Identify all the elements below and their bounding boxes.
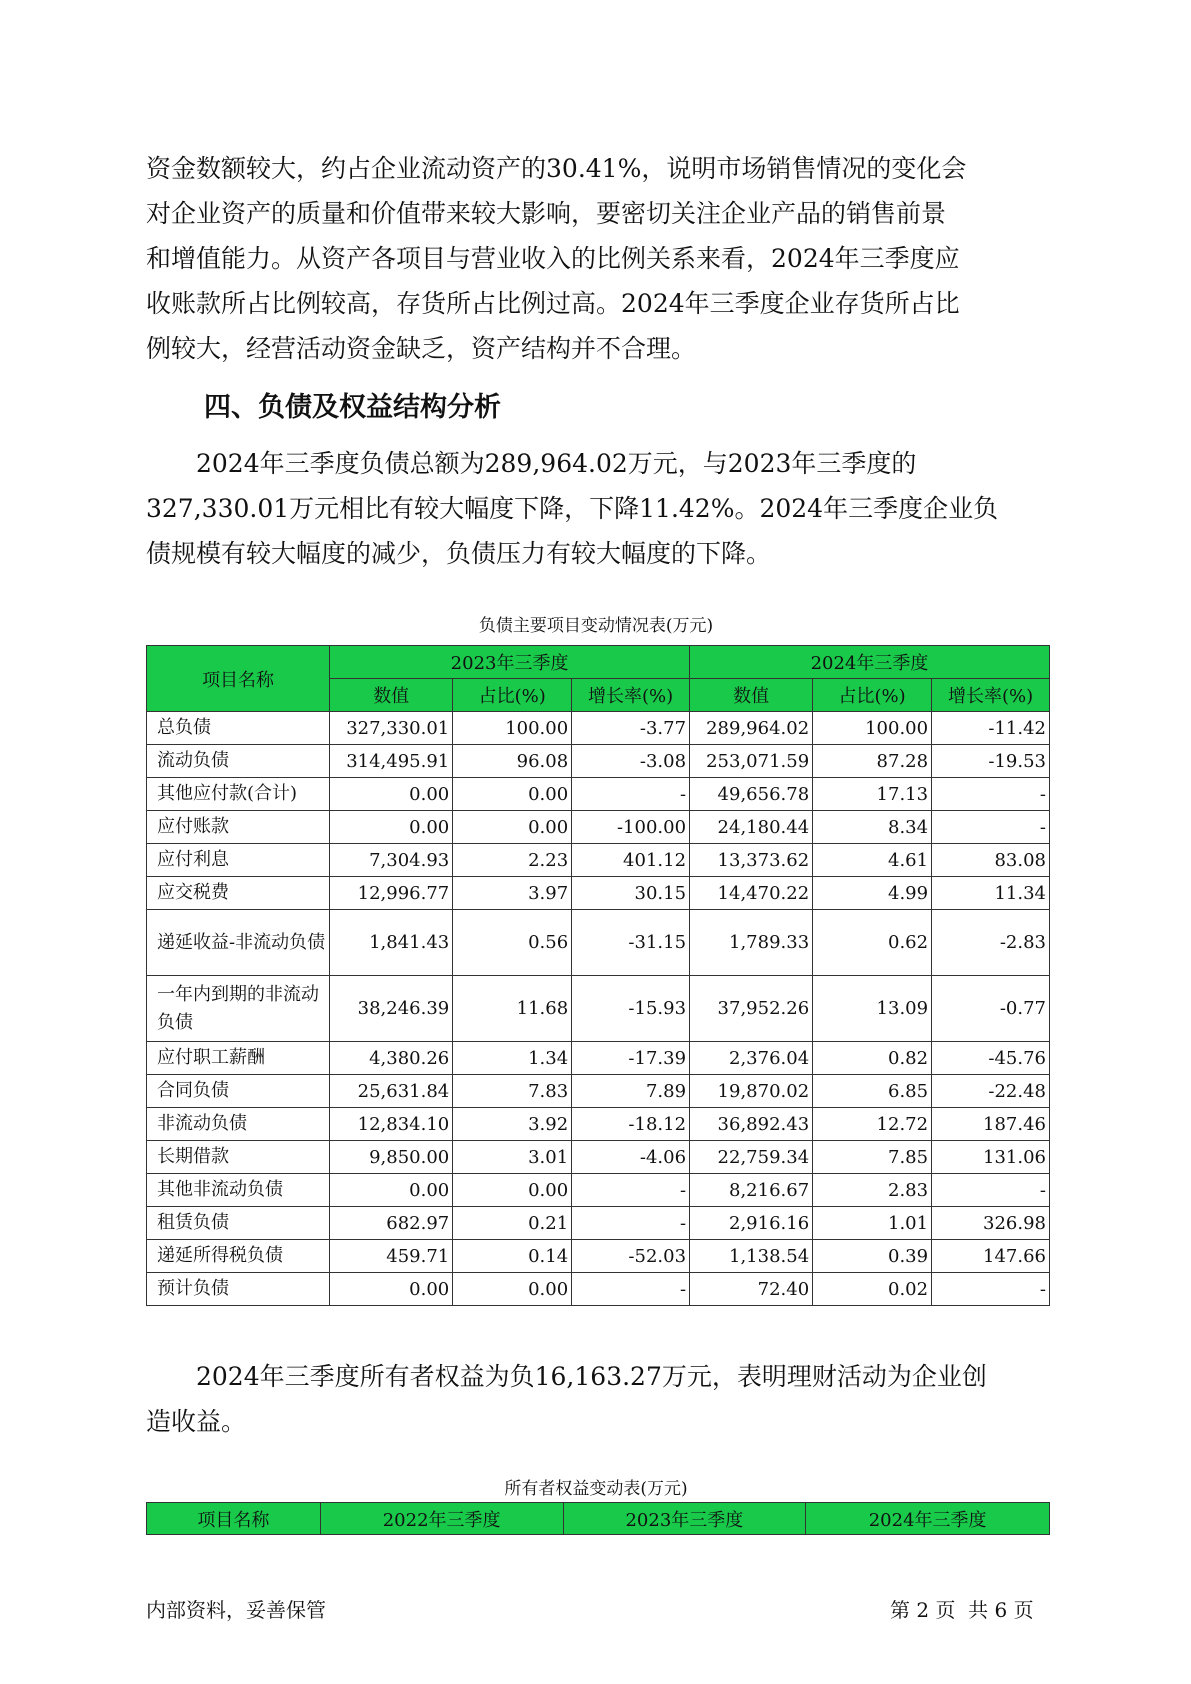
row-item-name: 应交税费 [147,877,330,910]
row-value-cell: -22.48 [932,1075,1050,1108]
row-value-cell: -31.15 [572,910,690,976]
header-share: 占比(%) [813,679,932,712]
paragraph-line: 例较大，经营活动资金缺乏，资产结构并不合理。 [146,334,697,363]
row-value-cell: 11.68 [453,976,572,1042]
table-row [147,844,1050,877]
liabilities-table [146,645,1050,1306]
header-2022: 2022年三季度 [320,1503,563,1535]
row-value-cell: 12,834.10 [330,1108,453,1141]
row-value-cell: 2,376.04 [690,1042,813,1075]
row-value-cell: 0.21 [453,1207,572,1240]
header-share: 占比(%) [453,679,572,712]
row-value-cell: 4.99 [813,877,932,910]
row-value-cell: 0.00 [330,1174,453,1207]
table-row [147,811,1050,844]
row-value-cell: 0.00 [330,811,453,844]
table-row [147,1108,1050,1141]
row-value-cell: 2,916.16 [690,1207,813,1240]
row-value-cell: -2.83 [932,910,1050,976]
row-value-cell: 7.85 [813,1141,932,1174]
row-value-cell: 401.12 [572,844,690,877]
row-value-cell: -17.39 [572,1042,690,1075]
header-group-2024: 2024年三季度 [690,646,1050,679]
header-growth: 增长率(%) [932,679,1050,712]
row-item-name: 其他非流动负债 [147,1174,330,1207]
row-item-name: 长期借款 [147,1141,330,1174]
row-value-cell: 9,850.00 [330,1141,453,1174]
row-value-cell: 83.08 [932,844,1050,877]
paragraph-line: 债规模有较大幅度的减少，负债压力有较大幅度的下降。 [146,539,772,568]
row-value-cell: 19,870.02 [690,1075,813,1108]
row-value-cell: 100.00 [813,712,932,745]
table-row [147,910,1050,976]
table-caption-liabilities: 负债主要项目变动情况表(万元) [478,616,714,636]
table-row [147,1042,1050,1075]
header-2024: 2024年三季度 [806,1503,1050,1535]
row-value-cell: 4.61 [813,844,932,877]
row-value-cell: 8.34 [813,811,932,844]
row-value-cell: -15.93 [572,976,690,1042]
footer-confidential-note: 内部资料，妥善保管 [146,1598,326,1622]
header-2023: 2023年三季度 [563,1503,806,1535]
row-value-cell: 0.00 [453,1273,572,1306]
row-value-cell: 38,246.39 [330,976,453,1042]
row-value-cell: - [932,778,1050,811]
equity-table [146,1502,1050,1535]
table-row [147,877,1050,910]
paragraph-line: 2024年三季度所有者权益为负16,163.27万元，表明理财活动为企业创 [146,1362,987,1391]
table-row [147,1240,1050,1273]
row-value-cell: 22,759.34 [690,1141,813,1174]
row-value-cell: -45.76 [932,1042,1050,1075]
row-item-name: 总负债 [147,712,330,745]
row-value-cell: 682.97 [330,1207,453,1240]
row-value-cell: - [572,1207,690,1240]
row-item-name: 一年内到期的非流动负债 [147,976,330,1042]
row-value-cell: 24,180.44 [690,811,813,844]
row-value-cell: 13.09 [813,976,932,1042]
row-value-cell: 36,892.43 [690,1108,813,1141]
table-row [147,778,1050,811]
paragraph-line: 造收益。 [146,1407,247,1436]
row-value-cell: -100.00 [572,811,690,844]
row-value-cell: 8,216.67 [690,1174,813,1207]
row-value-cell: 0.14 [453,1240,572,1273]
header-value: 数值 [330,679,453,712]
row-value-cell: 0.39 [813,1240,932,1273]
row-value-cell: 0.00 [330,1273,453,1306]
paragraph-asset-analysis [146,146,1046,371]
row-value-cell: 1.01 [813,1207,932,1240]
row-value-cell: 12,996.77 [330,877,453,910]
row-value-cell: 7.83 [453,1075,572,1108]
table-row [147,1273,1050,1306]
table-row [147,745,1050,778]
row-item-name: 合同负债 [147,1075,330,1108]
row-value-cell: 289,964.02 [690,712,813,745]
row-value-cell: 100.00 [453,712,572,745]
row-value-cell: 17.13 [813,778,932,811]
row-value-cell: - [572,1174,690,1207]
paragraph-line: 和增值能力。从资产各项目与营业收入的比例关系来看，2024年三季度应 [146,244,960,273]
row-value-cell: 11.34 [932,877,1050,910]
row-item-name: 预计负债 [147,1273,330,1306]
row-item-name: 租赁负债 [147,1207,330,1240]
row-value-cell: 326.98 [932,1207,1050,1240]
row-value-cell: 459.71 [330,1240,453,1273]
row-value-cell: 187.46 [932,1108,1050,1141]
row-value-cell: 0.00 [330,778,453,811]
header-item-name: 项目名称 [147,646,330,712]
row-value-cell: 0.56 [453,910,572,976]
row-value-cell: 0.82 [813,1042,932,1075]
row-value-cell: -3.77 [572,712,690,745]
row-value-cell: -11.42 [932,712,1050,745]
row-item-name: 递延所得税负债 [147,1240,330,1273]
row-item-name: 递延收益-非流动负债 [147,910,330,976]
row-item-name: 非流动负债 [147,1108,330,1141]
header-group-2023: 2023年三季度 [330,646,690,679]
row-value-cell: - [932,811,1050,844]
row-value-cell: 0.02 [813,1273,932,1306]
row-value-cell: 3.92 [453,1108,572,1141]
row-value-cell: 1,789.33 [690,910,813,976]
row-value-cell: 13,373.62 [690,844,813,877]
row-value-cell: 72.40 [690,1273,813,1306]
table-row [147,1075,1050,1108]
row-value-cell: 327,330.01 [330,712,453,745]
row-value-cell: 4,380.26 [330,1042,453,1075]
row-value-cell: - [932,1273,1050,1306]
paragraph-line: 收账款所占比例较高，存货所占比例过高。2024年三季度企业存货所占比 [146,289,960,318]
table-caption-equity: 所有者权益变动表(万元) [504,1479,688,1499]
row-value-cell: -3.08 [572,745,690,778]
row-value-cell: 0.62 [813,910,932,976]
row-value-cell: 0.00 [453,1174,572,1207]
row-value-cell: 7,304.93 [330,844,453,877]
row-value-cell: 3.01 [453,1141,572,1174]
row-value-cell: 25,631.84 [330,1075,453,1108]
row-value-cell: 1,138.54 [690,1240,813,1273]
row-value-cell: 7.89 [572,1075,690,1108]
row-value-cell: 147.66 [932,1240,1050,1273]
row-item-name: 其他应付款(合计) [147,778,330,811]
row-value-cell: - [932,1174,1050,1207]
row-value-cell: 0.00 [453,778,572,811]
row-value-cell: 14,470.22 [690,877,813,910]
row-value-cell: 3.97 [453,877,572,910]
row-value-cell: 131.06 [932,1141,1050,1174]
row-value-cell: -18.12 [572,1108,690,1141]
table-row [147,1207,1050,1240]
paragraph-line: 资金数额较大，约占企业流动资产的30.41%，说明市场销售情况的变化会 [146,154,967,183]
paragraph-equity-summary [146,1354,1046,1444]
row-value-cell: 253,071.59 [690,745,813,778]
table-row [147,712,1050,745]
row-value-cell: -0.77 [932,976,1050,1042]
footer-page-number: 第 2 页 共 6 页 [890,1598,1034,1622]
row-value-cell: 314,495.91 [330,745,453,778]
row-value-cell: 12.72 [813,1108,932,1141]
header-growth: 增长率(%) [572,679,690,712]
row-value-cell: 49,656.78 [690,778,813,811]
row-value-cell: -19.53 [932,745,1050,778]
row-value-cell: -4.06 [572,1141,690,1174]
paragraph-line: 对企业资产的质量和价值带来较大影响，要密切关注企业产品的销售前景 [146,199,947,228]
row-value-cell: 6.85 [813,1075,932,1108]
row-value-cell: 87.28 [813,745,932,778]
row-value-cell: 1.34 [453,1042,572,1075]
row-value-cell: 1,841.43 [330,910,453,976]
row-value-cell: 0.00 [453,811,572,844]
row-item-name: 流动负债 [147,745,330,778]
table-row [147,1141,1050,1174]
section-heading: 四、负债及权益结构分析 [204,392,501,423]
row-value-cell: 2.23 [453,844,572,877]
paragraph-line: 2024年三季度负债总额为289,964.02万元，与2023年三季度的 [146,449,917,478]
row-value-cell: 96.08 [453,745,572,778]
table-row [147,976,1050,1042]
row-value-cell: 2.83 [813,1174,932,1207]
header-value: 数值 [690,679,813,712]
row-value-cell: - [572,1273,690,1306]
row-value-cell: 37,952.26 [690,976,813,1042]
row-value-cell: - [572,778,690,811]
header-item-name: 项目名称 [147,1503,321,1535]
row-item-name: 应付账款 [147,811,330,844]
paragraph-line: 327,330.01万元相比有较大幅度下降，下降11.42%。2024年三季度企业负 [146,494,999,523]
row-item-name: 应付职工薪酬 [147,1042,330,1075]
paragraph-liability-summary [146,441,1046,576]
row-value-cell: 30.15 [572,877,690,910]
row-value-cell: -52.03 [572,1240,690,1273]
row-item-name: 应付利息 [147,844,330,877]
table-row [147,1174,1050,1207]
